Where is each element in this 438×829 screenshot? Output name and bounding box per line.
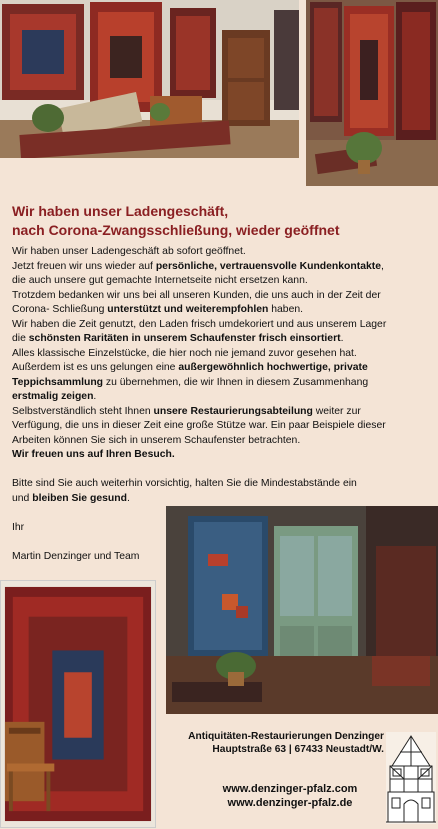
body-line (12, 405, 422, 420)
text: weiter zur (312, 405, 361, 417)
body-line (12, 419, 422, 434)
headline-line-2: nach Corona-Zwangsschließung, wieder geöffnet (12, 222, 340, 238)
text: Verfügung, die uns in dieser Zeit eine große Stütze war. Ein paar Beispiele dieser (12, 420, 386, 431)
emphasis: persönliche, vertrauensvolle Kundenkontakte (155, 260, 382, 272)
text: . (126, 492, 130, 504)
body-line (12, 260, 422, 275)
body-line (12, 492, 422, 507)
text: . (93, 391, 97, 402)
text: Selbstverständlich steht Ihnen (12, 405, 154, 417)
text: Jetzt freuen wir uns wieder auf (12, 260, 156, 272)
emphasis: erstmalig zeigen (12, 391, 94, 402)
body-line (12, 318, 422, 333)
text: Corona- Schließung (12, 304, 108, 315)
body-line (12, 303, 422, 318)
chair-and-rug-photo (0, 580, 156, 828)
body-line (12, 434, 422, 449)
text: Bitte sind Sie auch weiterhin vorsichtig, halten Sie die Mindestabstände ein (12, 478, 357, 489)
body-line (12, 376, 422, 391)
emphasis: außergewöhnlich hochwertige, private (178, 362, 368, 373)
emphasis: Wir freuen uns auf Ihren Besuch. (12, 449, 175, 460)
text: . (340, 333, 344, 344)
text: zu übernehmen, die wir Ihnen in diesem Zusammenhang (103, 376, 369, 388)
emphasis: schönsten Raritäten in unserem Schaufenster frisch einsortiert (28, 333, 341, 344)
signature: Martin Denzinger und Team (12, 550, 140, 562)
text: , (381, 260, 384, 272)
company-address-block (166, 730, 384, 756)
headline (12, 202, 392, 240)
street-address: Hauptstraße 63 | 67433 Neustadt/W. (212, 744, 384, 755)
text: die (12, 333, 29, 344)
text: und (12, 492, 33, 504)
emphasis: bleiben Sie gesund (32, 492, 127, 504)
text: Außerdem ist es uns gelungen eine (12, 362, 179, 373)
emphasis: unterstützt und weiterempfohlen (107, 304, 269, 315)
headline-line-1: Wir haben unser Ladengeschäft, (12, 203, 229, 219)
website-link-de[interactable]: www.denzinger-pfalz.de (227, 797, 353, 809)
body-line (12, 448, 422, 463)
body-line (12, 361, 422, 376)
body-line (12, 347, 422, 362)
emphasis: unsere Restaurierungsabteilung (153, 405, 313, 417)
rug-display-photo (306, 0, 438, 186)
body-line (12, 245, 422, 260)
website-link-com[interactable]: www.denzinger-pfalz.com (222, 783, 358, 795)
timber-house-drawing (386, 732, 436, 824)
cabinet-and-rug-photo (166, 506, 438, 714)
text: haben. (268, 304, 304, 315)
text: Trotzdem bedanken wir uns bei all unseren Kunden, die uns auch in der Zeit der (12, 289, 381, 301)
body-line (12, 390, 422, 405)
body-line (12, 477, 422, 492)
body-line (12, 332, 422, 347)
body-line (12, 274, 422, 289)
text: Wir haben unser Ladengeschäft ab sofort geöffnet. (12, 246, 246, 257)
text: Wir haben die Zeit genutzt, den Laden frisch umdekoriert und aus unserem Lager (12, 318, 387, 330)
company-name: Antiquitäten-Restaurierungen Denzinger (188, 731, 384, 742)
text: Arbeiten können Sie sich in unserem Schaufenster betrachten. (12, 434, 301, 446)
signoff: Ihr (12, 521, 25, 533)
text: die auch unsere gut gemachte Internetseite nicht ersetzen kann. (12, 275, 308, 286)
website-links (200, 782, 380, 810)
rug-showroom-photo (0, 0, 299, 158)
body-line (12, 289, 422, 304)
text: Alles klassische Einzelstücke, die hier noch nie jemand zuvor gesehen hat. (12, 347, 357, 359)
emphasis: Teppichsammlung (12, 376, 104, 388)
